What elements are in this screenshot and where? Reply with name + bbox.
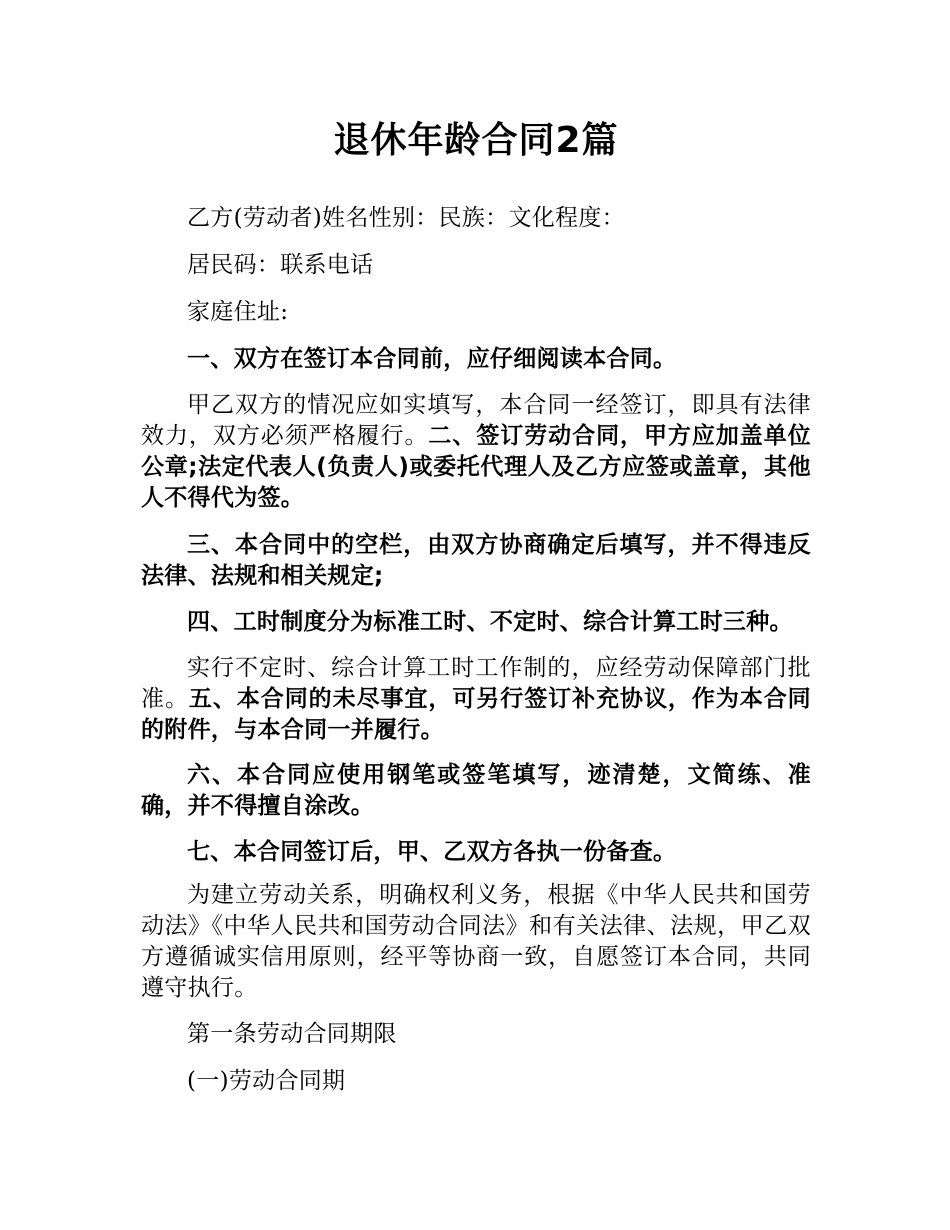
text-segment: 实行不定时、综合计算工时工作制的，应经劳动保障部门批准。 [141,655,811,712]
text-segment: 家庭住址: [187,299,289,325]
text-segment: (一)劳动合同期 [187,1068,346,1094]
paragraph-clause-3 [141,530,811,592]
text-segment-bold: 二、签订劳动合同，甲方应加盖单位公章;法定代表人(负责人)或委托代理人及乙方应签或盖章，其他人不得代为签。 [141,423,811,511]
paragraph-clause-4 [141,607,811,638]
text-segment-bold: 五、本合同的未尽事宜，可另行签订补充协议，作为本合同的附件，与本合同一并履行。 [141,686,811,743]
text-segment-bold: 四、工时制度分为标准工时、不定时、综合计算工时三种。 [187,609,793,635]
paragraph-clause-6 [141,760,811,822]
document-title: 退休年龄合同2篇 [333,120,619,161]
text-segment: 居民码：联系电话 [187,252,374,278]
text-segment-bold: 六、本合同应使用钢笔或签笔填写，迹清楚，文简练、准确，并不得擅自涂改。 [141,762,811,819]
paragraph-clause-7 [141,837,811,868]
paragraph-article-1 [141,1019,811,1050]
text-segment-bold: 七、本合同签订后，甲、乙双方各执一份备查。 [187,839,677,865]
paragraph-preamble [141,880,811,1004]
text-segment: 乙方(劳动者)姓名性别：民族：文化程度： [187,205,625,231]
paragraph-clause-5 [141,653,811,746]
paragraph-id-phone [141,250,811,281]
paragraph-clause-1 [141,344,811,375]
paragraph-party-b-info [141,203,811,234]
paragraph-home-address [141,297,811,328]
text-segment: 甲乙双方的情况应如实填写，本合同一经签订，即具有法律效力，双方必须严格履行。 [141,392,811,449]
text-segment-bold: 三、本合同中的空栏，由双方协商确定后填写，并不得违反法律、法规和相关规定; [141,532,811,589]
paragraph-clause-2 [141,390,811,514]
text-segment: 为建立劳动关系，明确权利义务，根据《中华人民共和国劳动法》《中华人民共和国劳动合同法》和有关法律、法规，甲乙双方遵循诚实信用原则，经平等协商一致，自愿签订本合同，共同遵守执行。 [141,882,811,1001]
paragraph-contract-term [141,1066,811,1097]
text-segment: 第一条劳动合同期限 [187,1021,397,1047]
text-segment-bold: 一、双方在签订本合同前，应仔细阅读本合同。 [187,346,677,372]
